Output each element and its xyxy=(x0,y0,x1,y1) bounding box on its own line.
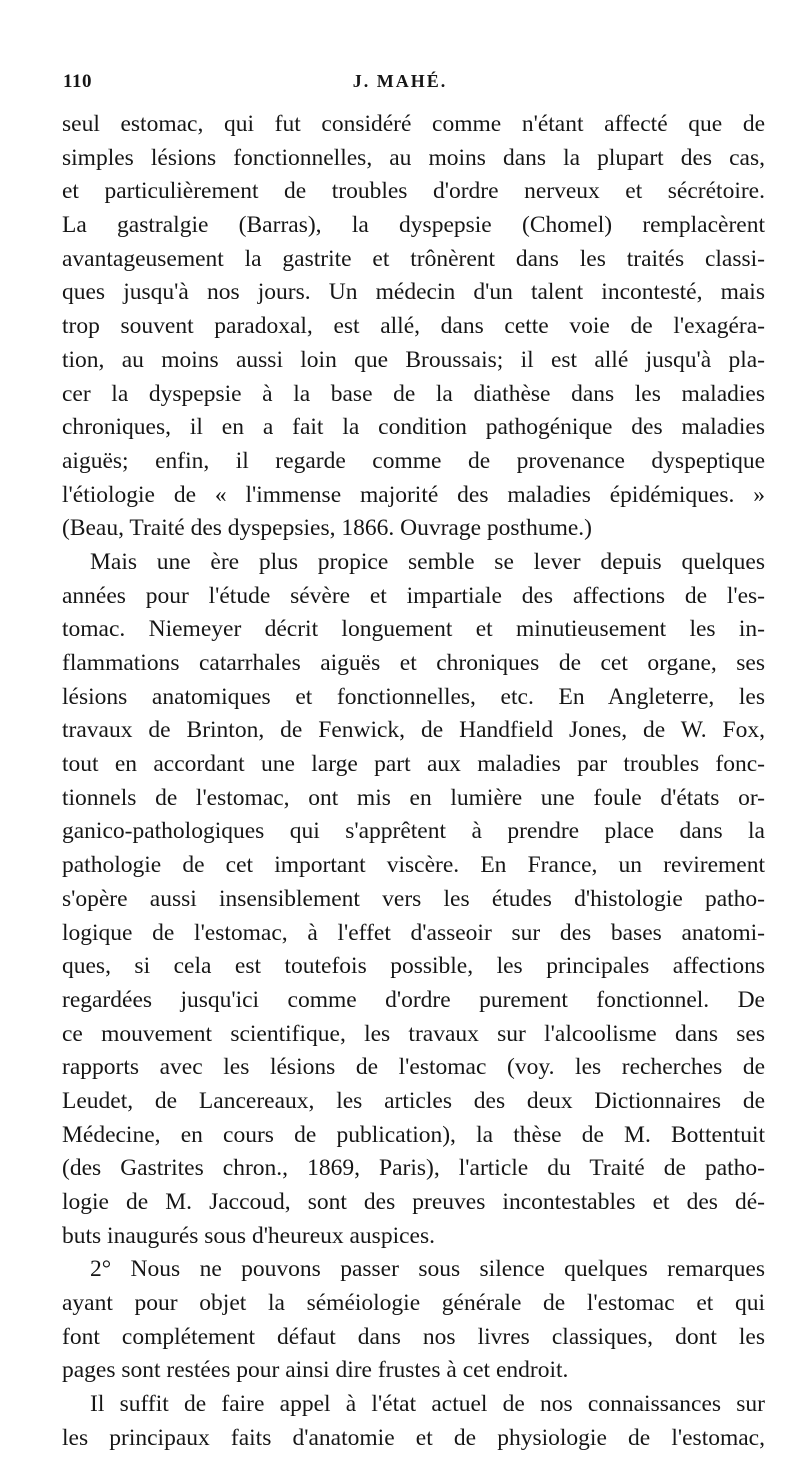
text-line: pathologie de cet important viscère. En France, un revirement xyxy=(62,852,765,879)
body-text xyxy=(62,108,765,1456)
text-line: tomac. Niemeyer décrit longuement et minutieusement les in- xyxy=(62,616,765,643)
text-line: rapports avec les lésions de l'estomac (voy. les recherches de xyxy=(62,1054,765,1081)
text-line: (Beau, Traité des dyspepsies, 1866. Ouvrage posthume.) xyxy=(62,515,592,542)
text-line: buts inaugurés sous d'heureux auspices. xyxy=(62,1222,435,1249)
text-line: ce mouvement scientifique, les travaux sur l'alcoolisme dans ses xyxy=(62,1020,765,1047)
text-line: ganico-pathologiques qui s'apprêtent à prendre place dans la xyxy=(62,818,765,845)
text-line: ques, si cela est toutefois possible, les principales affections xyxy=(62,953,765,980)
text-line: trop souvent paradoxal, est allé, dans cette voie de l'exagéra- xyxy=(62,313,765,340)
text-line: années pour l'étude sévère et impartiale des affections de l'es- xyxy=(62,582,765,609)
text-line: tion, au moins aussi loin que Broussais; il est allé jusqu'à pla- xyxy=(62,346,765,373)
text-line: tionnels de l'estomac, ont mis en lumière une foule d'états or- xyxy=(62,784,765,811)
text-line: (des Gastrites chron., 1869, Paris), l'article du Traité de patho- xyxy=(62,1155,765,1182)
text-line: lésions anatomiques et fonctionnelles, etc. En Angleterre, les xyxy=(62,683,765,710)
text-line: avantageusement la gastrite et trônèrent dans les traités classi- xyxy=(62,245,765,272)
text-line: aiguës; enfin, il regarde comme de provenance dyspeptique xyxy=(62,447,765,474)
text-line: logie de M. Jaccoud, sont des preuves incontestables et des dé- xyxy=(62,1189,765,1215)
text-line: Mais une ère plus propice semble se lever depuis quelques xyxy=(90,548,765,575)
text-line: logique de l'estomac, à l'effet d'asseoir sur des bases anatomi- xyxy=(62,919,765,946)
text-line: chroniques, il en a fait la condition pathogénique des maladies xyxy=(62,414,765,441)
text-line: flammations catarrhales aiguës et chroniques de cet organe, ses xyxy=(62,650,765,676)
text-line: ayant pour objet la séméiologie générale de l'estomac et qui xyxy=(62,1290,765,1317)
text-line: 2° Nous ne pouvons passer sous silence quelques remarques xyxy=(90,1256,765,1283)
text-line: les principaux faits d'anatomie et de physiologie de l'estomac, xyxy=(62,1424,765,1451)
text-line: La gastralgie (Barras), la dyspepsie (Chomel) remplacèrent xyxy=(62,212,765,239)
text-line: seul estomac, qui fut considéré comme n'étant affecté que de xyxy=(62,111,765,137)
text-line: Médecine, en cours de publication), la thèse de M. Bottentuit xyxy=(62,1121,765,1148)
text-line: simples lésions fonctionnelles, au moins dans la plupart des cas, xyxy=(62,144,765,171)
text-line: s'opère aussi insensiblement vers les études d'histologie patho- xyxy=(62,885,765,912)
text-line: l'étiologie de « l'immense majorité des maladies épidémiques. » xyxy=(62,481,765,508)
text-line: Il suffit de faire appel à l'état actuel de nos connaissances sur xyxy=(90,1391,765,1418)
running-head: J. MAHÉ. xyxy=(352,71,448,91)
text-line: tout en accordant une large part aux maladies par troubles fonc- xyxy=(62,751,765,778)
text-line: ques jusqu'à nos jours. Un médecin d'un talent incontesté, mais xyxy=(62,279,765,306)
text-line: travaux de Brinton, de Fenwick, de Handfield Jones, de W. Fox, xyxy=(62,717,765,744)
text-line: pages sont restées pour ainsi dire frustes à cet endroit. xyxy=(62,1357,569,1384)
text-line: font complétement défaut dans nos livres classiques, dont les xyxy=(62,1323,765,1350)
text-line: Leudet, de Lancereaux, les articles des deux Dictionnaires de xyxy=(62,1087,765,1114)
text-line: et particulièrement de troubles d'ordre nerveux et sécrétoire. xyxy=(62,178,765,205)
text-line: cer la dyspepsie à la base de la diathèse dans les maladies xyxy=(62,380,765,407)
text-line: regardées jusqu'ici comme d'ordre purement fonctionnel. De xyxy=(62,986,765,1013)
page-number: 110 xyxy=(63,71,92,92)
